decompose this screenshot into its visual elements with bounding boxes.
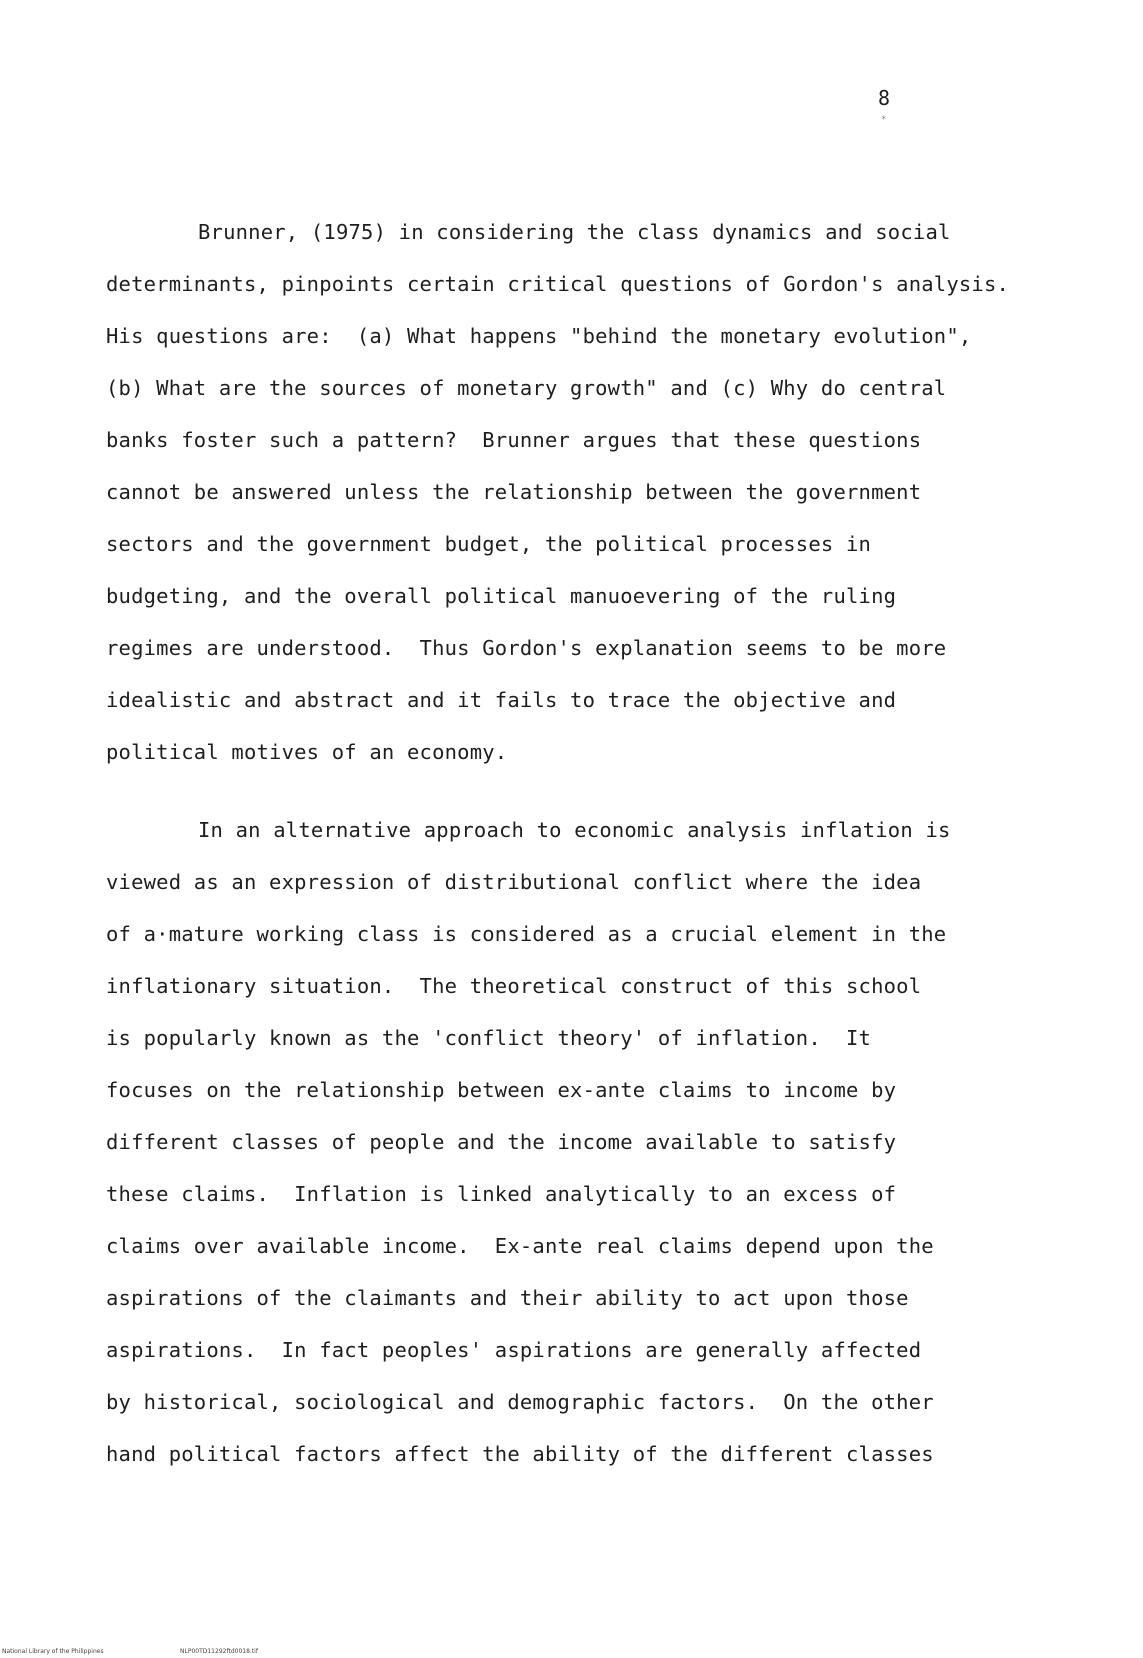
page-number: 8 xyxy=(878,86,891,110)
text-line: political motives of an economy. xyxy=(106,740,508,764)
page-mark: * xyxy=(881,115,887,125)
text-line: different classes of people and the income available to satisfy xyxy=(106,1130,897,1154)
footer-filename: NLP00TD11292ftd0018.tif xyxy=(180,1648,258,1655)
text-line: budgeting, and the overall political manuoevering of the ruling xyxy=(106,584,897,608)
text-line: cannot be answered unless the relationship between the government xyxy=(106,480,922,504)
text-line: claims over available income. Ex-ante real claims depend upon the xyxy=(106,1234,934,1258)
text-line: aspirations. In fact peoples' aspirations are generally affected xyxy=(106,1338,922,1362)
text-line: In an alternative approach to economic analysis inflation is xyxy=(198,818,951,842)
paragraph-brunner xyxy=(106,206,1066,778)
text-line: aspirations of the claimants and their ability to act upon those xyxy=(106,1286,909,1310)
text-line: determinants, pinpoints certain critical questions of Gordon's analysis. xyxy=(106,272,1010,296)
text-line: Brunner, (1975) in considering the class dynamics and social xyxy=(198,220,951,244)
text-line: idealistic and abstract and it fails to trace the objective and xyxy=(106,688,897,712)
text-line: (b) What are the sources of monetary growth" and (c) Why do central xyxy=(106,376,947,400)
text-line: banks foster such a pattern? Brunner argues that these questions xyxy=(106,428,922,452)
text-line: sectors and the government budget, the political processes in xyxy=(106,532,872,556)
text-line: is popularly known as the 'conflict theory' of inflation. It xyxy=(106,1026,872,1050)
footer-source: National Library of the Philippines xyxy=(2,1648,104,1655)
text-line: regimes are understood. Thus Gordon's explanation seems to be more xyxy=(106,636,947,660)
text-line: of a·mature working class is considered as a crucial element in the xyxy=(106,922,947,946)
text-line: these claims. Inflation is linked analytically to an excess of xyxy=(106,1182,897,1206)
text-line: His questions are: (a) What happens "behind the monetary evolution", xyxy=(106,324,972,348)
text-line: by historical, sociological and demographic factors. On the other xyxy=(106,1390,934,1414)
text-line: inflationary situation. The theoretical construct of this school xyxy=(106,974,922,998)
paragraph-conflict-theory xyxy=(106,804,1066,1480)
text-line: viewed as an expression of distributional conflict where the idea xyxy=(106,870,922,894)
text-line: focuses on the relationship between ex-ante claims to income by xyxy=(106,1078,897,1102)
text-line: hand political factors affect the ability of the different classes xyxy=(106,1442,934,1466)
